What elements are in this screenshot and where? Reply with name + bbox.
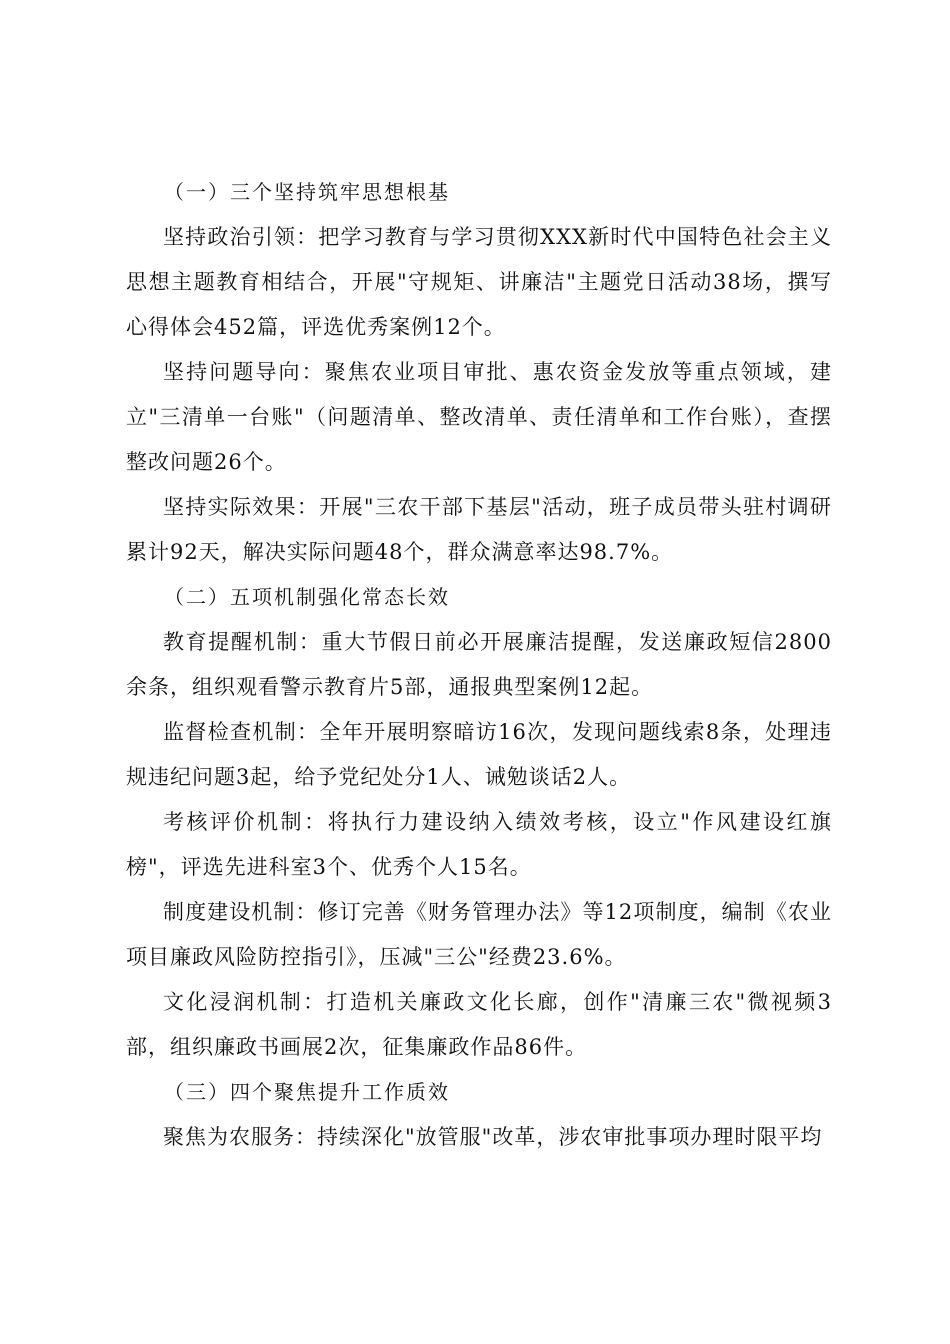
- section-two: [126, 575, 832, 1070]
- paragraph: 坚持问题导向：聚焦农业项目审批、惠农资金发放等重点领域，建立"三清单一台账"（问题清单、整改清单、责任清单和工作台账），查摆整改问题26个。: [126, 360, 832, 474]
- paragraph: 制度建设机制：修订完善《财务管理办法》等12项制度，编制《农业项目廉政风险防控指引》，压减"三公"经费23.6%。: [126, 900, 832, 969]
- paragraph: 坚持实际效果：开展"三农干部下基层"活动，班子成员带头驻村调研累计92天，解决实际问题48个，群众满意率达98.7%。: [126, 495, 832, 564]
- paragraph: 教育提醒机制：重大节假日前必开展廉洁提醒，发送廉政短信2800余条，组织观看警示教育片5部，通报典型案例12起。: [126, 630, 832, 699]
- section-three: [126, 1070, 832, 1160]
- paragraph: 聚焦为农服务：持续深化"放管服"改革，涉农审批事项办理时限平均: [163, 1125, 823, 1149]
- paragraph: 考核评价机制：将执行力建设纳入绩效考核，设立"作风建设红旗榜"，评选先进科室3个、优秀个人15名。: [126, 810, 832, 879]
- paragraph: 坚持政治引领：把学习教育与学习贯彻XXX新时代中国特色社会主义思想主题教育相结合，开展"守规矩、讲廉洁"主题党日活动38场，撰写心得体会452篇，评选优秀案例12个。: [126, 225, 832, 339]
- paragraph: 文化浸润机制：打造机关廉政文化长廊，创作"清廉三农"微视频3部，组织廉政书画展2次，征集廉政作品86件。: [126, 990, 832, 1059]
- paragraph: 监督检查机制：全年开展明察暗访16次，发现问题线索8条，处理违规违纪问题3起，给予党纪处分1人、诫勉谈话2人。: [126, 720, 832, 789]
- section-one: [126, 170, 832, 575]
- section-heading: （三）四个聚焦提升工作质效: [164, 1080, 450, 1104]
- section-heading: （一）三个坚持筑牢思想根基: [164, 180, 450, 204]
- document-body: [126, 170, 832, 1160]
- section-heading: （二）五项机制强化常态长效: [164, 585, 450, 609]
